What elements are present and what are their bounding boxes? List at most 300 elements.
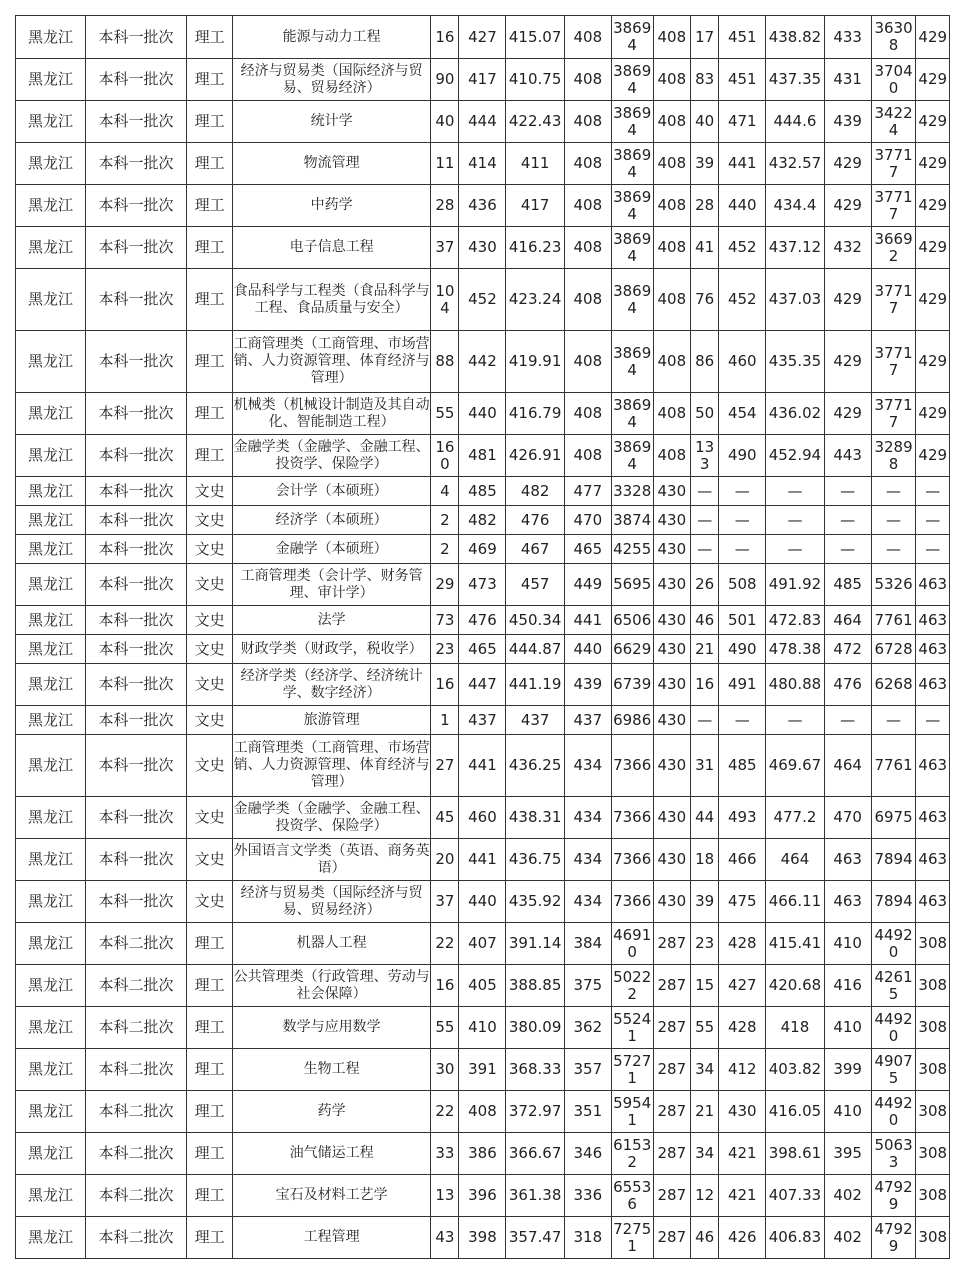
cell-plan-count: 160 [431, 435, 459, 477]
cell-category: 理工 [187, 185, 233, 227]
cell-control-line: 408 [653, 435, 691, 477]
cell-province: 黑龙江 [16, 331, 86, 393]
cell-plan-count-2: 133 [691, 435, 719, 477]
cell-min-score-2: 410 [824, 1007, 871, 1049]
cell-min-score: 408 [564, 143, 611, 185]
cell-control-line: 408 [653, 393, 691, 435]
cell-avg-score: 416.23 [506, 227, 564, 269]
cell-plan-count: 40 [431, 101, 459, 143]
cell-plan-count-2: 86 [691, 331, 719, 393]
table-row [16, 1007, 950, 1049]
cell-max-score: 452 [459, 269, 506, 331]
cell-control-line: 287 [653, 1007, 691, 1049]
cell-plan-count: 16 [431, 965, 459, 1007]
cell-max-score: 476 [459, 606, 506, 635]
cell-plan-count-2: 16 [691, 664, 719, 706]
cell-category: 文史 [187, 664, 233, 706]
cell-min-rank-2: 44920 [871, 923, 916, 965]
cell-major: 金融学类（金融学、金融工程、投资学、保险学） [233, 797, 431, 839]
cell-max-score-2: 412 [719, 1049, 766, 1091]
cell-batch: 本科一批次 [85, 635, 186, 664]
cell-min-rank: 55241 [611, 1007, 653, 1049]
cell-avg-score: 391.14 [506, 923, 564, 965]
cell-min-score: 408 [564, 227, 611, 269]
cell-avg-score: 444.87 [506, 635, 564, 664]
cell-control-line: 287 [653, 1217, 691, 1259]
cell-control-line-2: 308 [916, 1007, 950, 1049]
cell-batch: 本科一批次 [85, 435, 186, 477]
cell-avg-score-2: 464 [766, 839, 824, 881]
cell-avg-score-2: 436.02 [766, 393, 824, 435]
cell-min-rank: 3328 [611, 477, 653, 506]
cell-plan-count: 37 [431, 227, 459, 269]
cell-province: 黑龙江 [16, 143, 86, 185]
cell-avg-score: 457 [506, 564, 564, 606]
cell-province: 黑龙江 [16, 435, 86, 477]
cell-batch: 本科一批次 [85, 227, 186, 269]
table-row [16, 797, 950, 839]
cell-min-rank: 7366 [611, 839, 653, 881]
cell-min-score-2: 433 [824, 16, 871, 59]
cell-min-score-2: — [824, 506, 871, 535]
cell-max-score: 396 [459, 1175, 506, 1217]
table-row [16, 393, 950, 435]
cell-control-line-2: 308 [916, 1217, 950, 1259]
cell-plan-count-2: 39 [691, 881, 719, 923]
cell-major: 物流管理 [233, 143, 431, 185]
cell-max-score-2: 485 [719, 735, 766, 797]
cell-max-score-2: 451 [719, 59, 766, 101]
cell-control-line-2: — [916, 535, 950, 564]
cell-province: 黑龙江 [16, 393, 86, 435]
cell-plan-count-2: 23 [691, 923, 719, 965]
cell-batch: 本科二批次 [85, 965, 186, 1007]
cell-avg-score: 438.31 [506, 797, 564, 839]
table-row [16, 16, 950, 59]
cell-max-score-2: 452 [719, 269, 766, 331]
cell-major: 外国语言文学类（英语、商务英语） [233, 839, 431, 881]
cell-batch: 本科一批次 [85, 477, 186, 506]
cell-major: 油气储运工程 [233, 1133, 431, 1175]
cell-major: 金融学类（金融学、金融工程、投资学、保险学） [233, 435, 431, 477]
cell-max-score-2: 466 [719, 839, 766, 881]
cell-category: 理工 [187, 269, 233, 331]
cell-plan-count-2: 28 [691, 185, 719, 227]
cell-major: 金融学（本硕班） [233, 535, 431, 564]
cell-max-score-2: 428 [719, 1007, 766, 1049]
cell-max-score-2: 452 [719, 227, 766, 269]
cell-plan-count: 88 [431, 331, 459, 393]
cell-avg-score-2: 434.4 [766, 185, 824, 227]
cell-plan-count-2: 55 [691, 1007, 719, 1049]
cell-plan-count-2: 76 [691, 269, 719, 331]
cell-min-rank: 38694 [611, 101, 653, 143]
cell-max-score-2: 490 [719, 435, 766, 477]
cell-min-score: 434 [564, 881, 611, 923]
cell-control-line: 408 [653, 185, 691, 227]
table-body [16, 16, 950, 1259]
cell-max-score: 405 [459, 965, 506, 1007]
cell-control-line-2: 463 [916, 635, 950, 664]
cell-batch: 本科一批次 [85, 706, 186, 735]
cell-avg-score: 366.67 [506, 1133, 564, 1175]
cell-plan-count: 22 [431, 923, 459, 965]
cell-province: 黑龙江 [16, 477, 86, 506]
cell-max-score: 414 [459, 143, 506, 185]
cell-min-rank: 61532 [611, 1133, 653, 1175]
cell-min-rank-2: 7894 [871, 881, 916, 923]
cell-min-rank: 50222 [611, 965, 653, 1007]
cell-max-score: 485 [459, 477, 506, 506]
cell-major: 宝石及材料工艺学 [233, 1175, 431, 1217]
cell-min-score: 408 [564, 59, 611, 101]
table-row [16, 227, 950, 269]
cell-plan-count: 45 [431, 797, 459, 839]
cell-batch: 本科二批次 [85, 1133, 186, 1175]
cell-batch: 本科一批次 [85, 185, 186, 227]
table-row [16, 143, 950, 185]
cell-plan-count-2: 44 [691, 797, 719, 839]
cell-plan-count: 1 [431, 706, 459, 735]
cell-control-line-2: 308 [916, 1049, 950, 1091]
cell-min-rank-2: 37717 [871, 393, 916, 435]
cell-min-score-2: 463 [824, 881, 871, 923]
cell-control-line-2: 308 [916, 923, 950, 965]
cell-max-score-2: 440 [719, 185, 766, 227]
cell-major: 旅游管理 [233, 706, 431, 735]
cell-category: 理工 [187, 1217, 233, 1259]
cell-category: 文史 [187, 797, 233, 839]
cell-min-rank: 38694 [611, 435, 653, 477]
cell-province: 黑龙江 [16, 881, 86, 923]
table-row [16, 706, 950, 735]
cell-avg-score-2: 480.88 [766, 664, 824, 706]
cell-category: 理工 [187, 227, 233, 269]
cell-min-rank: 38694 [611, 59, 653, 101]
cell-max-score-2: 428 [719, 923, 766, 965]
cell-min-score: 408 [564, 393, 611, 435]
cell-control-line: 430 [653, 477, 691, 506]
cell-min-score: 408 [564, 185, 611, 227]
cell-min-score: 408 [564, 101, 611, 143]
cell-category: 理工 [187, 331, 233, 393]
cell-category: 文史 [187, 735, 233, 797]
cell-max-score-2: 471 [719, 101, 766, 143]
cell-control-line-2: 463 [916, 797, 950, 839]
cell-max-score: 440 [459, 881, 506, 923]
cell-avg-score-2: 406.83 [766, 1217, 824, 1259]
cell-control-line-2: 463 [916, 664, 950, 706]
cell-control-line: 287 [653, 1091, 691, 1133]
cell-max-score-2: 430 [719, 1091, 766, 1133]
cell-major: 工商管理类（工商管理、市场营销、人力资源管理、体育经济与管理） [233, 331, 431, 393]
cell-avg-score-2: 416.05 [766, 1091, 824, 1133]
cell-control-line: 408 [653, 16, 691, 59]
cell-min-rank-2: — [871, 506, 916, 535]
cell-control-line-2: 463 [916, 606, 950, 635]
cell-avg-score: 388.85 [506, 965, 564, 1007]
cell-avg-score-2: 466.11 [766, 881, 824, 923]
cell-control-line-2: 429 [916, 331, 950, 393]
cell-min-rank: 7366 [611, 797, 653, 839]
cell-min-rank-2: 44920 [871, 1007, 916, 1049]
cell-category: 理工 [187, 393, 233, 435]
cell-province: 黑龙江 [16, 1175, 86, 1217]
cell-control-line-2: 429 [916, 143, 950, 185]
cell-min-score: 465 [564, 535, 611, 564]
cell-avg-score: 357.47 [506, 1217, 564, 1259]
cell-avg-score: 417 [506, 185, 564, 227]
cell-min-rank: 57271 [611, 1049, 653, 1091]
cell-plan-count-2: 21 [691, 635, 719, 664]
cell-max-score-2: 493 [719, 797, 766, 839]
cell-avg-score-2: 437.03 [766, 269, 824, 331]
cell-major: 电子信息工程 [233, 227, 431, 269]
cell-avg-score: 436.75 [506, 839, 564, 881]
table-row [16, 435, 950, 477]
cell-min-rank: 7366 [611, 881, 653, 923]
cell-plan-count: 27 [431, 735, 459, 797]
cell-avg-score: 450.34 [506, 606, 564, 635]
cell-min-score: 437 [564, 706, 611, 735]
cell-category: 理工 [187, 435, 233, 477]
cell-plan-count: 55 [431, 393, 459, 435]
cell-control-line: 430 [653, 606, 691, 635]
cell-min-rank-2: 36308 [871, 16, 916, 59]
cell-batch: 本科二批次 [85, 1007, 186, 1049]
cell-major: 工商管理类（工商管理、市场营销、人力资源管理、体育经济与管理） [233, 735, 431, 797]
cell-max-score: 482 [459, 506, 506, 535]
table-row [16, 1091, 950, 1133]
cell-avg-score-2: — [766, 506, 824, 535]
table-row [16, 839, 950, 881]
cell-province: 黑龙江 [16, 635, 86, 664]
cell-min-rank-2: 47929 [871, 1217, 916, 1259]
cell-province: 黑龙江 [16, 1133, 86, 1175]
cell-province: 黑龙江 [16, 101, 86, 143]
cell-plan-count-2: 46 [691, 1217, 719, 1259]
cell-min-rank-2: 5326 [871, 564, 916, 606]
cell-plan-count: 16 [431, 664, 459, 706]
cell-province: 黑龙江 [16, 59, 86, 101]
table-row [16, 1217, 950, 1259]
cell-category: 理工 [187, 16, 233, 59]
cell-max-score: 407 [459, 923, 506, 965]
cell-max-score-2: 491 [719, 664, 766, 706]
cell-batch: 本科二批次 [85, 1049, 186, 1091]
table-row [16, 965, 950, 1007]
cell-min-rank: 6629 [611, 635, 653, 664]
cell-avg-score-2: 418 [766, 1007, 824, 1049]
cell-control-line-2: 463 [916, 735, 950, 797]
cell-min-score: 449 [564, 564, 611, 606]
cell-min-score-2: — [824, 477, 871, 506]
cell-batch: 本科一批次 [85, 16, 186, 59]
cell-min-rank-2: 34224 [871, 101, 916, 143]
table-row [16, 535, 950, 564]
cell-category: 文史 [187, 477, 233, 506]
cell-avg-score: 482 [506, 477, 564, 506]
cell-min-rank: 38694 [611, 227, 653, 269]
cell-max-score-2: 490 [719, 635, 766, 664]
cell-control-line-2: 429 [916, 227, 950, 269]
cell-min-rank-2: 32898 [871, 435, 916, 477]
cell-plan-count: 33 [431, 1133, 459, 1175]
cell-max-score: 444 [459, 101, 506, 143]
cell-min-score: 362 [564, 1007, 611, 1049]
cell-control-line-2: 308 [916, 1175, 950, 1217]
cell-category: 文史 [187, 839, 233, 881]
cell-min-rank: 5695 [611, 564, 653, 606]
cell-min-score: 351 [564, 1091, 611, 1133]
table-row [16, 881, 950, 923]
cell-min-rank-2: 7761 [871, 735, 916, 797]
cell-plan-count-2: 15 [691, 965, 719, 1007]
cell-min-score-2: 402 [824, 1175, 871, 1217]
cell-min-rank-2: — [871, 535, 916, 564]
cell-avg-score: 416.79 [506, 393, 564, 435]
cell-avg-score-2: 477.2 [766, 797, 824, 839]
cell-control-line-2: 308 [916, 1091, 950, 1133]
cell-category: 文史 [187, 535, 233, 564]
cell-category: 文史 [187, 706, 233, 735]
cell-category: 文史 [187, 506, 233, 535]
cell-avg-score-2: 437.35 [766, 59, 824, 101]
cell-min-rank: 6739 [611, 664, 653, 706]
cell-plan-count-2: 83 [691, 59, 719, 101]
cell-min-score-2: 429 [824, 269, 871, 331]
cell-plan-count: 37 [431, 881, 459, 923]
cell-avg-score-2: — [766, 535, 824, 564]
table-row [16, 269, 950, 331]
table-row [16, 606, 950, 635]
cell-plan-count-2: 26 [691, 564, 719, 606]
cell-plan-count-2: 34 [691, 1049, 719, 1091]
cell-avg-score-2: 469.67 [766, 735, 824, 797]
table-row [16, 1133, 950, 1175]
cell-province: 黑龙江 [16, 506, 86, 535]
cell-min-rank: 38694 [611, 393, 653, 435]
cell-control-line: 430 [653, 535, 691, 564]
cell-min-score: 336 [564, 1175, 611, 1217]
cell-control-line-2: 308 [916, 1133, 950, 1175]
cell-control-line: 430 [653, 564, 691, 606]
cell-control-line-2: 308 [916, 965, 950, 1007]
cell-max-score: 481 [459, 435, 506, 477]
cell-plan-count-2: — [691, 706, 719, 735]
cell-min-score: 408 [564, 435, 611, 477]
cell-major: 中药学 [233, 185, 431, 227]
cell-major: 经济与贸易类（国际经济与贸易、贸易经济） [233, 59, 431, 101]
cell-min-score: 318 [564, 1217, 611, 1259]
cell-plan-count-2: 50 [691, 393, 719, 435]
cell-plan-count: 104 [431, 269, 459, 331]
cell-major: 数学与应用数学 [233, 1007, 431, 1049]
cell-batch: 本科一批次 [85, 606, 186, 635]
cell-max-score-2: 508 [719, 564, 766, 606]
cell-max-score: 436 [459, 185, 506, 227]
cell-control-line-2: — [916, 706, 950, 735]
cell-major: 能源与动力工程 [233, 16, 431, 59]
cell-max-score-2: 426 [719, 1217, 766, 1259]
cell-category: 理工 [187, 1133, 233, 1175]
cell-plan-count: 16 [431, 16, 459, 59]
cell-plan-count-2: 46 [691, 606, 719, 635]
cell-max-score: 391 [459, 1049, 506, 1091]
cell-min-score: 434 [564, 797, 611, 839]
cell-max-score-2: — [719, 506, 766, 535]
cell-avg-score-2: 415.41 [766, 923, 824, 965]
cell-major: 经济与贸易类（国际经济与贸易、贸易经济） [233, 881, 431, 923]
cell-control-line-2: — [916, 506, 950, 535]
cell-control-line-2: 463 [916, 881, 950, 923]
cell-min-rank-2: 37717 [871, 185, 916, 227]
cell-control-line-2: 463 [916, 564, 950, 606]
cell-avg-score-2: 478.38 [766, 635, 824, 664]
cell-batch: 本科二批次 [85, 1091, 186, 1133]
cell-major: 食品科学与工程类（食品科学与工程、食品质量与安全） [233, 269, 431, 331]
cell-min-score: 384 [564, 923, 611, 965]
cell-major: 公共管理类（行政管理、劳动与社会保障） [233, 965, 431, 1007]
cell-category: 理工 [187, 923, 233, 965]
cell-plan-count-2: 31 [691, 735, 719, 797]
cell-min-score-2: 432 [824, 227, 871, 269]
cell-min-score-2: 443 [824, 435, 871, 477]
cell-category: 理工 [187, 1049, 233, 1091]
cell-plan-count-2: 39 [691, 143, 719, 185]
cell-control-line: 287 [653, 923, 691, 965]
cell-min-score-2: 472 [824, 635, 871, 664]
cell-control-line: 287 [653, 1049, 691, 1091]
cell-max-score-2: 460 [719, 331, 766, 393]
cell-min-score: 357 [564, 1049, 611, 1091]
cell-min-rank: 38694 [611, 185, 653, 227]
cell-plan-count: 22 [431, 1091, 459, 1133]
cell-min-rank-2: 37717 [871, 331, 916, 393]
cell-max-score: 437 [459, 706, 506, 735]
cell-avg-score-2: 435.35 [766, 331, 824, 393]
cell-plan-count-2: 41 [691, 227, 719, 269]
cell-control-line-2: 429 [916, 16, 950, 59]
cell-max-score-2: 441 [719, 143, 766, 185]
cell-min-rank-2: 6975 [871, 797, 916, 839]
cell-plan-count: 29 [431, 564, 459, 606]
cell-max-score: 417 [459, 59, 506, 101]
cell-min-score-2: 429 [824, 185, 871, 227]
cell-province: 黑龙江 [16, 185, 86, 227]
table-row [16, 331, 950, 393]
cell-category: 理工 [187, 143, 233, 185]
cell-plan-count: 73 [431, 606, 459, 635]
cell-plan-count: 43 [431, 1217, 459, 1259]
cell-major: 统计学 [233, 101, 431, 143]
cell-min-score-2: 476 [824, 664, 871, 706]
cell-min-rank-2: 37040 [871, 59, 916, 101]
cell-max-score: 460 [459, 797, 506, 839]
cell-max-score: 398 [459, 1217, 506, 1259]
cell-avg-score: 410.75 [506, 59, 564, 101]
cell-plan-count: 28 [431, 185, 459, 227]
cell-max-score: 410 [459, 1007, 506, 1049]
cell-plan-count-2: — [691, 506, 719, 535]
cell-control-line: 430 [653, 797, 691, 839]
cell-control-line-2: 429 [916, 435, 950, 477]
cell-avg-score: 415.07 [506, 16, 564, 59]
cell-min-rank-2: — [871, 706, 916, 735]
cell-avg-score: 426.91 [506, 435, 564, 477]
cell-avg-score: 419.91 [506, 331, 564, 393]
cell-min-score-2: 416 [824, 965, 871, 1007]
